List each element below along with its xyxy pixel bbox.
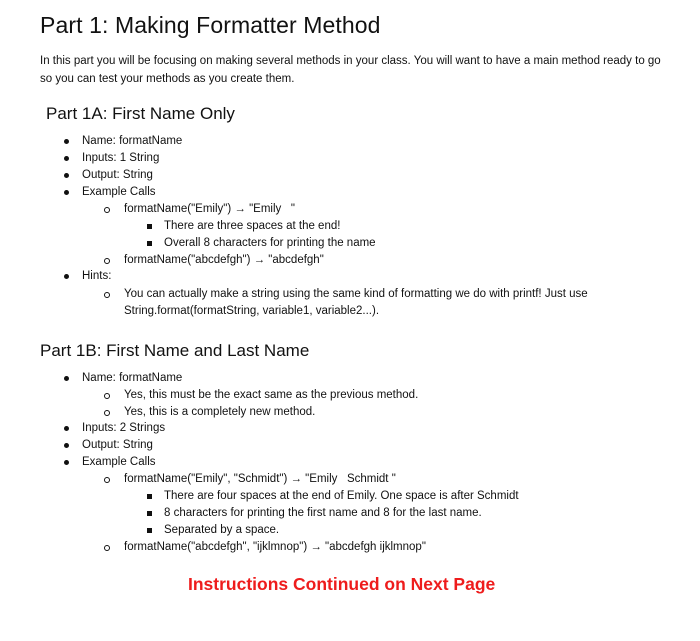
list-item: formatName("abcdefgh") → "abcdefgh" [124, 254, 324, 266]
list-item: Example Calls [82, 456, 156, 468]
bullet-icon [64, 156, 69, 161]
square-bullet-icon [147, 494, 152, 499]
square-bullet-icon [147, 511, 152, 516]
bullet-icon [64, 460, 69, 465]
list-item: formatName("Emily", "Schmidt") → "Emily Schmidt " [124, 473, 396, 485]
bullet-icon [64, 274, 69, 279]
bullet-icon [64, 376, 69, 381]
list-item: formatName("abcdefgh", "ijklmnop") → "abcdefgh ijklmnop" [124, 541, 426, 553]
hollow-bullet-icon [104, 477, 110, 483]
list-item: Name: formatName [82, 372, 183, 384]
list-item: Hints: [82, 270, 112, 282]
square-bullet-icon [147, 528, 152, 533]
list-item: Inputs: 1 String [82, 152, 160, 164]
continued-notice: Instructions Continued on Next Page [188, 574, 496, 594]
hollow-bullet-icon [104, 545, 110, 551]
page-title: Part 1: Making Formatter Method [40, 12, 381, 38]
list-item: Overall 8 characters for printing the name [164, 237, 376, 249]
list-item: Output: String [82, 439, 153, 451]
square-bullet-icon [147, 224, 152, 229]
bullet-icon [64, 139, 69, 144]
bullet-icon [64, 426, 69, 431]
part-1a-heading: Part 1A: First Name Only [46, 104, 235, 123]
list-item: Name: formatName [82, 135, 183, 147]
list-item: There are four spaces at the end of Emily. One space is after Schmidt [164, 490, 519, 502]
list-item: Yes, this must be the exact same as the previous method. [124, 389, 419, 401]
bullet-icon [64, 190, 69, 195]
hollow-bullet-icon [104, 410, 110, 416]
list-item-continuation: String.format(formatString, variable1, variable2...). [124, 305, 380, 317]
list-item: You can actually make a string using the same kind of formatting we do with printf! Just use [124, 288, 588, 300]
list-item: Example Calls [82, 186, 156, 198]
hollow-bullet-icon [104, 393, 110, 399]
list-item: There are three spaces at the end! [164, 220, 341, 232]
list-item: formatName("Emily") → "Emily " [124, 203, 295, 215]
bullet-icon [64, 443, 69, 448]
intro-paragraph: In this part you will be focusing on making several methods in your class. You will want to have a main method ready to go so you can test your methods as you create them. [40, 55, 661, 85]
hollow-bullet-icon [104, 207, 110, 213]
list-item: Separated by a space. [164, 524, 280, 536]
hollow-bullet-icon [104, 258, 110, 264]
bullet-icon [64, 173, 69, 178]
square-bullet-icon [147, 241, 152, 246]
list-item: Yes, this is a completely new method. [124, 406, 316, 418]
part-1b-heading: Part 1B: First Name and Last Name [40, 341, 310, 360]
list-item: Inputs: 2 Strings [82, 422, 166, 434]
list-item: Output: String [82, 169, 153, 181]
hollow-bullet-icon [104, 292, 110, 298]
list-item: 8 characters for printing the first name and 8 for the last name. [164, 507, 482, 519]
